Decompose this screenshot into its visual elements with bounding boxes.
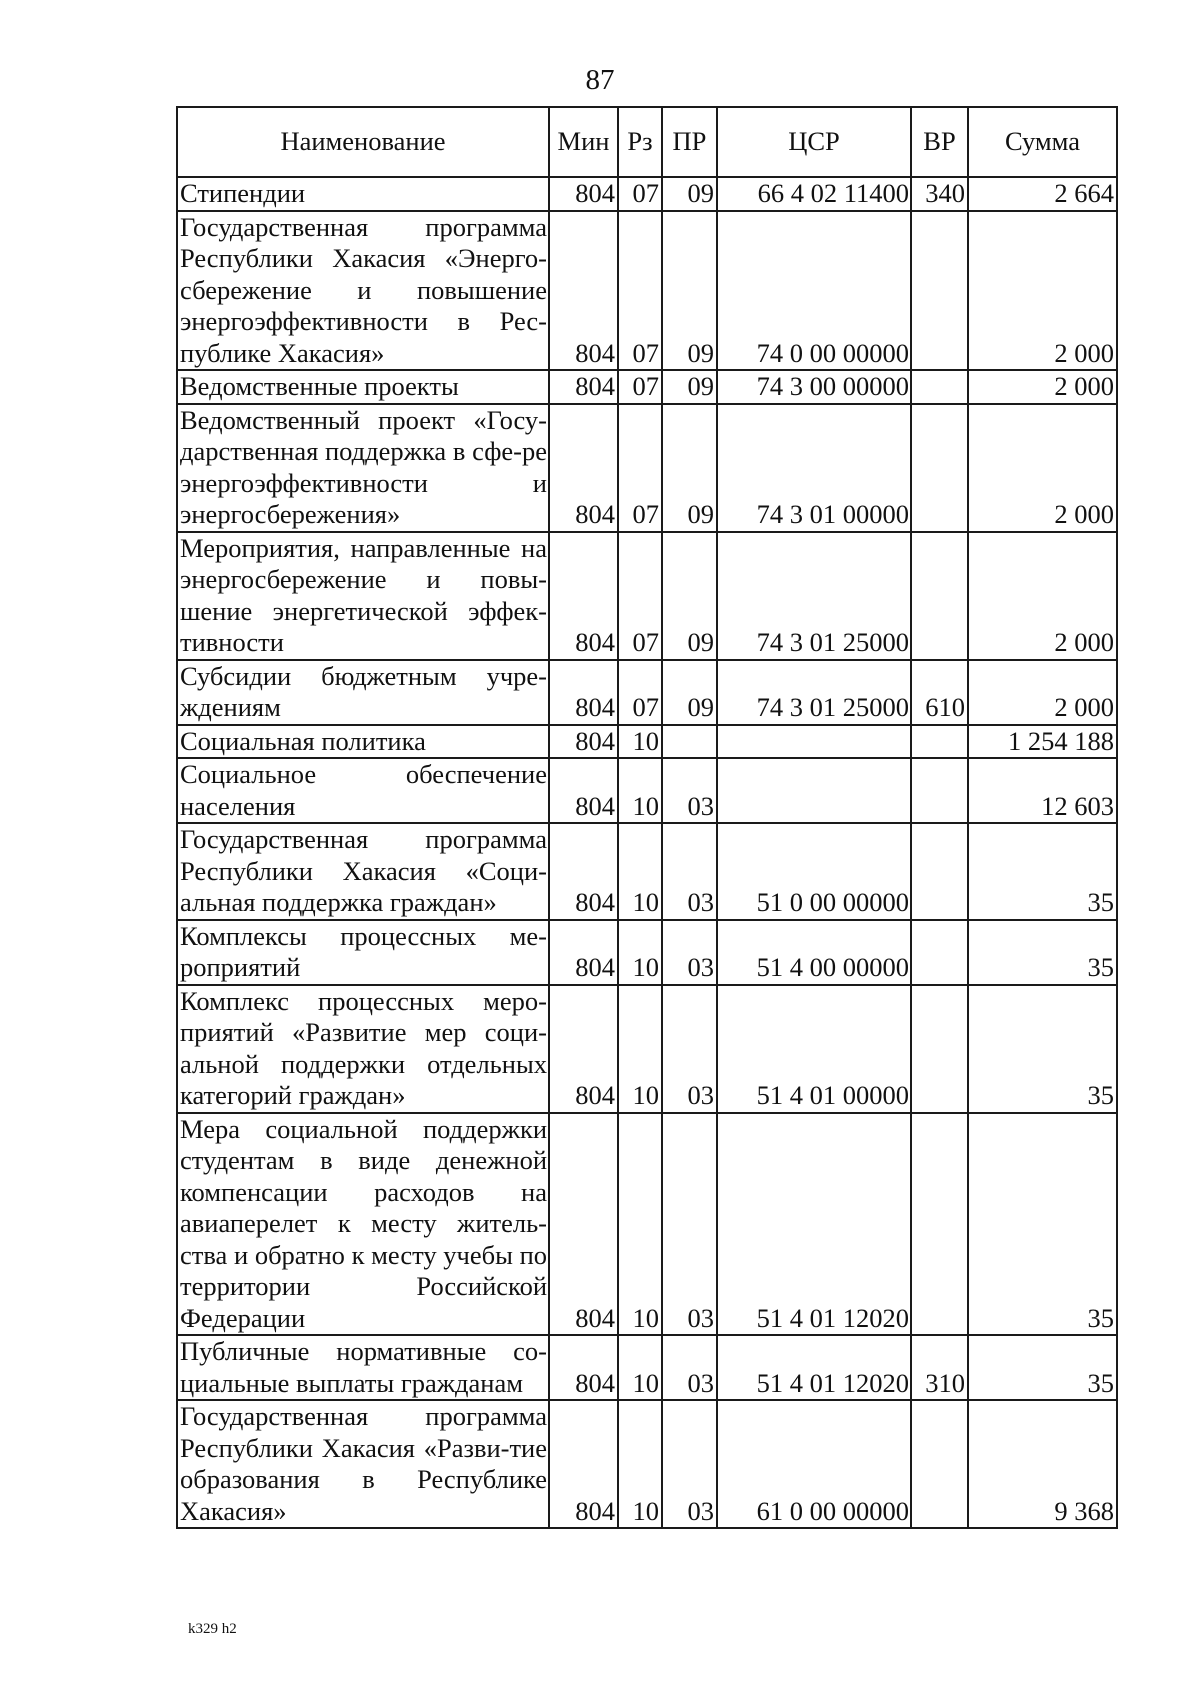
row-sum: 35 xyxy=(968,823,1117,920)
row-pr: 09 xyxy=(662,177,717,211)
row-min: 804 xyxy=(549,660,618,725)
row-csr: 74 0 00 00000 xyxy=(717,211,911,371)
row-rz: 07 xyxy=(618,370,662,404)
row-min: 804 xyxy=(549,370,618,404)
row-csr: 51 4 01 12020 xyxy=(717,1335,911,1400)
row-sum: 35 xyxy=(968,1113,1117,1336)
row-vr xyxy=(911,211,968,371)
row-min: 804 xyxy=(549,1113,618,1336)
row-rz: 10 xyxy=(618,1400,662,1528)
row-name: Государственная программа Республики Хакасия «Энерго-сбережение и повышение энергоэффективности в Рес-публике Хакасия» xyxy=(177,211,549,371)
row-pr: 03 xyxy=(662,758,717,823)
row-rz: 07 xyxy=(618,177,662,211)
header-pr: ПР xyxy=(662,107,717,177)
row-rz: 07 xyxy=(618,532,662,660)
table-row xyxy=(177,404,1117,532)
row-rz: 10 xyxy=(618,725,662,759)
table-row xyxy=(177,211,1117,371)
row-vr: 610 xyxy=(911,660,968,725)
row-pr: 03 xyxy=(662,823,717,920)
row-min: 804 xyxy=(549,177,618,211)
row-min: 804 xyxy=(549,1335,618,1400)
row-rz: 10 xyxy=(618,920,662,985)
row-name: Ведомственный проект «Госу-дарственная поддержка в сфе-ре энергоэффективности и энергосбережения» xyxy=(177,404,549,532)
footer-code: k329 h2 xyxy=(188,1621,237,1637)
table-row xyxy=(177,823,1117,920)
table-row xyxy=(177,660,1117,725)
row-csr xyxy=(717,725,911,759)
row-csr: 74 3 01 00000 xyxy=(717,404,911,532)
budget-table xyxy=(176,106,1118,1529)
row-sum: 9 368 xyxy=(968,1400,1117,1528)
row-pr: 09 xyxy=(662,660,717,725)
row-sum: 2 000 xyxy=(968,211,1117,371)
row-pr: 09 xyxy=(662,532,717,660)
row-csr: 66 4 02 11400 xyxy=(717,177,911,211)
row-vr xyxy=(911,404,968,532)
table-row xyxy=(177,758,1117,823)
row-pr: 03 xyxy=(662,985,717,1113)
page-number: 87 xyxy=(585,64,615,96)
row-csr: 51 4 00 00000 xyxy=(717,920,911,985)
row-name: Комплексы процессных ме-роприятий xyxy=(177,920,549,985)
row-name: Ведомственные проекты xyxy=(177,370,549,404)
header-min: Мин xyxy=(549,107,618,177)
table-row xyxy=(177,985,1117,1113)
table-header-row xyxy=(177,107,1117,177)
row-csr: 61 0 00 00000 xyxy=(717,1400,911,1528)
row-rz: 10 xyxy=(618,1335,662,1400)
table-row xyxy=(177,725,1117,759)
table-row xyxy=(177,177,1117,211)
row-rz: 07 xyxy=(618,660,662,725)
row-vr xyxy=(911,370,968,404)
row-pr: 09 xyxy=(662,211,717,371)
row-pr: 09 xyxy=(662,370,717,404)
row-min: 804 xyxy=(549,1400,618,1528)
row-pr: 03 xyxy=(662,1113,717,1336)
row-pr: 03 xyxy=(662,1400,717,1528)
row-sum: 35 xyxy=(968,920,1117,985)
row-pr xyxy=(662,725,717,759)
row-csr: 74 3 00 00000 xyxy=(717,370,911,404)
row-name: Государственная программа Республики Хакасия «Соци-альная поддержка граждан» xyxy=(177,823,549,920)
row-vr xyxy=(911,725,968,759)
row-sum: 35 xyxy=(968,1335,1117,1400)
row-name: Мера социальной поддержки студентам в виде денежной компенсации расходов на авиаперелет к месту житель-ства и обратно к месту учебы по территории Российской Федерации xyxy=(177,1113,549,1336)
row-name: Государственная программа Республики Хакасия «Разви-тие образования в Республике Хакасия» xyxy=(177,1400,549,1528)
row-vr xyxy=(911,758,968,823)
row-rz: 10 xyxy=(618,1113,662,1336)
row-csr: 74 3 01 25000 xyxy=(717,532,911,660)
table-row xyxy=(177,1335,1117,1400)
row-name: Социальное обеспечение населения xyxy=(177,758,549,823)
table-row xyxy=(177,370,1117,404)
header-name: Наименование xyxy=(177,107,549,177)
row-name: Комплекс процессных меро-приятий «Развитие мер соци-альной поддержки отдельных категорий граждан» xyxy=(177,985,549,1113)
row-csr: 51 4 01 00000 xyxy=(717,985,911,1113)
row-sum: 2 000 xyxy=(968,370,1117,404)
row-sum: 12 603 xyxy=(968,758,1117,823)
row-rz: 10 xyxy=(618,823,662,920)
row-csr: 74 3 01 25000 xyxy=(717,660,911,725)
row-sum: 35 xyxy=(968,985,1117,1113)
row-sum: 1 254 188 xyxy=(968,725,1117,759)
row-name: Мероприятия, направленные на энергосбережение и повы-шение энергетической эффек-тивности xyxy=(177,532,549,660)
row-vr: 340 xyxy=(911,177,968,211)
row-sum: 2 000 xyxy=(968,532,1117,660)
row-vr xyxy=(911,532,968,660)
row-min: 804 xyxy=(549,211,618,371)
row-name: Стипендии xyxy=(177,177,549,211)
row-pr: 09 xyxy=(662,404,717,532)
row-rz: 07 xyxy=(618,211,662,371)
header-sum: Сумма xyxy=(968,107,1117,177)
row-rz: 10 xyxy=(618,758,662,823)
row-rz: 10 xyxy=(618,985,662,1113)
table-row xyxy=(177,920,1117,985)
table-row xyxy=(177,1400,1117,1528)
row-sum: 2 000 xyxy=(968,404,1117,532)
row-rz: 07 xyxy=(618,404,662,532)
row-min: 804 xyxy=(549,823,618,920)
row-vr xyxy=(911,1400,968,1528)
row-vr xyxy=(911,1113,968,1336)
row-vr xyxy=(911,823,968,920)
row-min: 804 xyxy=(549,725,618,759)
row-sum: 2 664 xyxy=(968,177,1117,211)
row-min: 804 xyxy=(549,985,618,1113)
row-pr: 03 xyxy=(662,1335,717,1400)
row-name: Публичные нормативные со-циальные выплаты гражданам xyxy=(177,1335,549,1400)
row-vr xyxy=(911,985,968,1113)
row-pr: 03 xyxy=(662,920,717,985)
header-rz: Рз xyxy=(618,107,662,177)
row-vr: 310 xyxy=(911,1335,968,1400)
row-name: Социальная политика xyxy=(177,725,549,759)
header-csr: ЦСР xyxy=(717,107,911,177)
table-row xyxy=(177,532,1117,660)
row-min: 804 xyxy=(549,532,618,660)
row-min: 804 xyxy=(549,404,618,532)
table-row xyxy=(177,1113,1117,1336)
header-vr: ВР xyxy=(911,107,968,177)
row-min: 804 xyxy=(549,920,618,985)
row-csr: 51 0 00 00000 xyxy=(717,823,911,920)
row-sum: 2 000 xyxy=(968,660,1117,725)
row-csr: 51 4 01 12020 xyxy=(717,1113,911,1336)
row-min: 804 xyxy=(549,758,618,823)
row-name: Субсидии бюджетным учре-ждениям xyxy=(177,660,549,725)
row-vr xyxy=(911,920,968,985)
row-csr xyxy=(717,758,911,823)
